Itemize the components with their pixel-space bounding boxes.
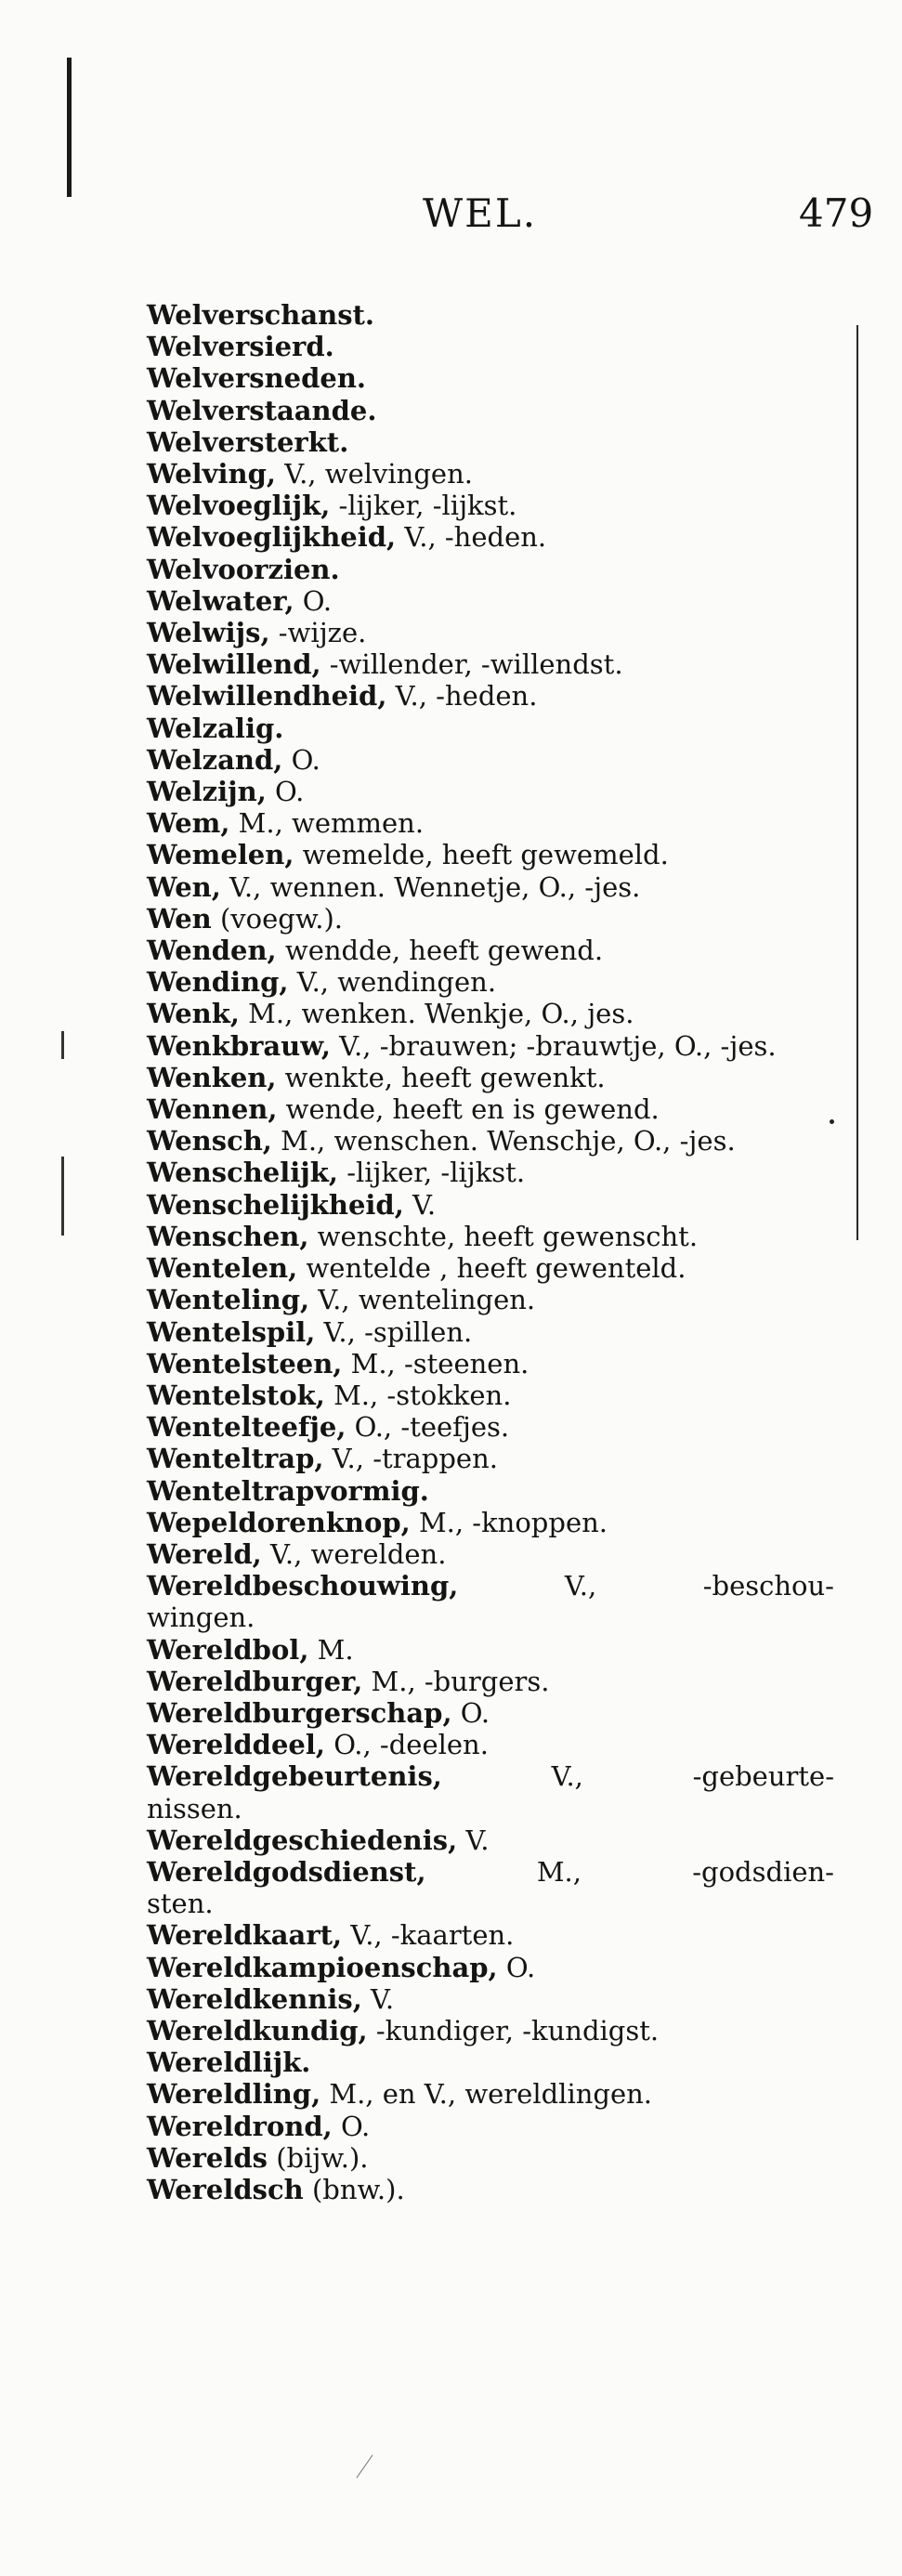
entry-definition: V., werelden.: [261, 1537, 447, 1570]
entry-definition: V., -heden.: [386, 680, 538, 713]
entry-definition: M., en V., wereldlingen.: [320, 2078, 653, 2111]
dictionary-entry: [147, 1221, 834, 1252]
entry-definition: (voegw.).: [211, 902, 343, 935]
dictionary-entry: [147, 1475, 834, 1507]
dictionary-entry: [147, 807, 834, 839]
entry-headword: Wensch,: [147, 1125, 272, 1157]
entry-headword: Wereldkennis,: [147, 1982, 362, 2015]
entry-definition: M., -burgers.: [362, 1665, 550, 1697]
dictionary-entry: [147, 1093, 834, 1125]
entry-headword: Wereldkampioenschap,: [147, 1951, 498, 1983]
dictionary-entry: [147, 1507, 834, 1538]
dictionary-entry: [147, 966, 834, 998]
entry-headword: Wereldbol,: [147, 1633, 309, 1666]
entry-headword: Wenken,: [147, 1061, 277, 1093]
dictionary-entry: [147, 1252, 834, 1284]
entry-inflection: -beschou-: [702, 1570, 834, 1602]
column-rule: [856, 325, 858, 1240]
entry-definition: V., wendingen.: [288, 966, 497, 999]
dictionary-entry: [147, 521, 834, 553]
entry-headword: Wereldrond,: [147, 2110, 333, 2142]
entry-headword: Welzalig.: [147, 712, 284, 744]
dictionary-entry: [147, 680, 834, 712]
dictionary-entry: [147, 458, 834, 490]
entry-definition: wende, heeft en is gewend.: [277, 1093, 660, 1126]
entry-headword: Werelds: [147, 2141, 268, 2174]
entry-definition: wenschte, heeft gewenscht.: [308, 1220, 699, 1252]
dictionary-entry: [147, 1856, 834, 1888]
entry-definition: M., wenken. Wenkje, O., jes.: [239, 998, 634, 1030]
entry-gender: V.,: [551, 1760, 583, 1793]
entry-definition: M.: [308, 1633, 354, 1666]
entry-inflection: -godsdien-: [692, 1855, 834, 1888]
dictionary-entry: [147, 1062, 834, 1093]
dictionary-entry: [147, 1348, 834, 1380]
entry-headword: Wereldling,: [147, 2078, 321, 2111]
entry-headword: Welwijs,: [147, 617, 270, 649]
entry-definition: O.: [282, 743, 320, 776]
entry-definition: V., wennen. Wennetje, O., -jes.: [220, 870, 641, 903]
entry-headword: Welwater,: [147, 584, 294, 617]
dictionary-entry: [147, 554, 834, 585]
entry-headword: Wending,: [147, 966, 289, 999]
entry-definition: O.: [294, 584, 333, 617]
entry-definition: -wijze.: [269, 617, 367, 649]
dictionary-entry: [147, 903, 834, 935]
entry-definition: (bnw.).: [303, 2173, 405, 2205]
dictionary-entry: [147, 1666, 834, 1697]
entry-definition: V.: [457, 1824, 490, 1856]
entry-continuation: wingen.: [147, 1602, 255, 1634]
entry-headword: Welzijn,: [147, 776, 267, 808]
entry-definition: V.: [361, 1982, 395, 2015]
dictionary-entry: [147, 744, 834, 776]
entry-definition: -willender, -willendst.: [320, 648, 623, 681]
dictionary-entry: [147, 1760, 834, 1792]
entry-headword: Wenschelijkheid,: [147, 1188, 404, 1221]
dictionary-entry: [147, 395, 834, 426]
margin-tick: [61, 1198, 64, 1236]
entry-headword: Wereldsch: [147, 2173, 304, 2205]
entry-headword: Wentelsteen,: [147, 1347, 343, 1380]
entry-headword: Wereldburger,: [147, 1665, 363, 1697]
entry-headword: Wentelstok,: [147, 1379, 325, 1411]
stray-dot: [830, 1119, 834, 1124]
entry-headword: Wereldkaart,: [147, 1919, 343, 1952]
dictionary-entry: [147, 1729, 834, 1760]
entry-headword: Wenschen,: [147, 1220, 309, 1252]
entry-gender: V.,: [564, 1570, 597, 1602]
dictionary-entry: [147, 1952, 834, 1983]
entry-headword: Wem,: [147, 807, 230, 840]
entry-definition: V., welvingen.: [276, 458, 473, 490]
entry-definition: O.: [266, 776, 305, 808]
entry-headword: Wenschelijk,: [147, 1157, 338, 1189]
entry-definition: V., -brauwen; -brauwtje, O., -jes.: [330, 1029, 777, 1062]
entry-headword: Wereldkundig,: [147, 2014, 368, 2046]
dictionary-entry: [147, 1919, 834, 1951]
dictionary-entry: [147, 1189, 834, 1221]
dictionary-entry: [147, 585, 834, 617]
dictionary-entry: [147, 2142, 834, 2174]
entry-headword: Welwillendheid,: [147, 680, 387, 713]
dictionary-entry: [147, 871, 834, 903]
dictionary-entry: [147, 1538, 834, 1570]
entry-definition: -lijker, -lijkst.: [330, 490, 517, 522]
entry-headword: Wereld,: [147, 1537, 262, 1570]
dictionary-entry: [147, 617, 834, 648]
dictionary-entry: [147, 1157, 834, 1188]
dictionary-entry: [147, 1030, 834, 1062]
entry-headword: Welversterkt.: [147, 425, 349, 458]
entry-definition: V.: [403, 1188, 437, 1221]
entry-headword: Wenden,: [147, 935, 277, 967]
dictionary-entry: [147, 839, 834, 870]
dictionary-entry: [147, 776, 834, 807]
entry-inflection: -gebeurte-: [692, 1760, 834, 1793]
entry-headword: Wereldburgerschap,: [147, 1696, 452, 1729]
entry-headword: Wentelen,: [147, 1252, 298, 1285]
entry-headword: Wenteltrap,: [147, 1443, 324, 1475]
entry-definition: (bijw.).: [268, 2141, 369, 2174]
entry-headword: Werelddeel,: [147, 1729, 325, 1761]
dictionary-entry: [147, 490, 834, 521]
dictionary-entry: [147, 1443, 834, 1474]
entry-headword: Welzand,: [147, 743, 283, 776]
dictionary-entry: [147, 1824, 834, 1856]
dictionary-entry: [147, 362, 834, 394]
dictionary-entry: [147, 1983, 834, 2015]
entry-headword: Welving,: [147, 458, 276, 490]
entry-headword: Wenk,: [147, 998, 240, 1030]
entry-definition: M., -stokken.: [324, 1379, 512, 1411]
entry-definition: wenkte, heeft gewenkt.: [276, 1061, 606, 1093]
entry-definition: M., wemmen.: [229, 807, 425, 840]
entry-headword: Wepeldorenknop,: [147, 1506, 411, 1538]
entry-definition: O.: [332, 2110, 371, 2142]
dictionary-entry: [147, 713, 834, 744]
entry-headword: Wentelteefje,: [147, 1411, 346, 1444]
dictionary-entry: [147, 426, 834, 458]
entry-definition: V., -trappen.: [323, 1443, 498, 1475]
entry-headword: Welverschanst.: [147, 299, 375, 331]
dictionary-entry: [147, 1125, 834, 1157]
entry-definition: V., -kaarten.: [342, 1919, 515, 1952]
entry-gender: M.,: [536, 1855, 582, 1888]
entry-definition: O.: [497, 1951, 536, 1983]
entry-headword: Welversierd.: [147, 331, 334, 363]
entry-headword: Wen: [147, 902, 212, 935]
entry-headword: Wen,: [147, 870, 221, 903]
dictionary-entry: [147, 1411, 834, 1443]
entry-definition: V., wentelingen.: [309, 1284, 536, 1316]
page-number: 479: [799, 190, 874, 236]
entry-headword: Wereldlijk.: [147, 2046, 311, 2079]
margin-tick: [61, 1157, 64, 1198]
entry-headword: Welverstaande.: [147, 394, 377, 426]
entry-headword: Wereldgeschiedenis,: [147, 1824, 458, 1856]
dictionary-entry: [147, 648, 834, 680]
page-margin-rule: [67, 58, 72, 197]
entry-headword: Welvoeglijkheid,: [147, 521, 397, 554]
entry-headword: Wenkbrauw,: [147, 1029, 331, 1062]
dictionary-entry: [147, 2078, 834, 2110]
entry-definition: wentelde , heeft gewenteld.: [297, 1252, 686, 1285]
entry-definition: O., -teefjes.: [346, 1411, 510, 1444]
dictionary-entry: [147, 2111, 834, 2142]
entry-headword: Welvoeglijk,: [147, 490, 331, 522]
dictionary-entry-list: [147, 299, 834, 2205]
entry-headword: Wenteling,: [147, 1284, 310, 1316]
entry-continuation: nissen.: [147, 1792, 242, 1824]
entry-headword: Welversneden.: [147, 362, 367, 395]
dictionary-entry: [147, 1634, 834, 1666]
dictionary-entry: [147, 2015, 834, 2046]
stray-mark: [356, 2454, 373, 2478]
entry-continuation: sten.: [147, 1888, 214, 1920]
entry-definition: wemelde, heeft gewemeld.: [294, 839, 669, 871]
running-header: WEL.: [423, 190, 538, 236]
dictionary-entry: [147, 2174, 834, 2205]
dictionary-entry: [147, 331, 834, 362]
dictionary-entry: [147, 1697, 834, 1729]
entry-headword: Welvoorzien.: [147, 553, 340, 585]
entry-definition: M., wenschen. Wenschje, O., -jes.: [271, 1125, 736, 1157]
entry-definition: V., -heden.: [396, 521, 547, 554]
entry-definition: O., -deelen.: [324, 1729, 489, 1761]
dictionary-entry: [147, 299, 834, 331]
dictionary-entry: [147, 998, 834, 1029]
entry-headword: Wemelen,: [147, 839, 294, 871]
entry-definition: -lijker, -lijkst.: [337, 1157, 526, 1189]
entry-headword: Welwillend,: [147, 648, 321, 681]
dictionary-entry: [147, 1316, 834, 1348]
entry-definition: -kundiger, -kundigst.: [367, 2014, 660, 2046]
entry-definition: wendde, heeft gewend.: [276, 935, 604, 967]
entry-definition: M., -knoppen.: [410, 1506, 608, 1538]
dictionary-entry: [147, 1284, 834, 1315]
entry-headword: Wereldgebeurtenis,: [147, 1760, 442, 1793]
entry-definition: V., -spillen.: [315, 1315, 473, 1348]
entry-headword: Wereldbeschouwing,: [147, 1570, 459, 1602]
dictionary-entry: [147, 1570, 834, 1602]
entry-headword: Wenteltrapvormig.: [147, 1474, 429, 1507]
entry-headword: Wereldgodsdienst,: [147, 1855, 426, 1888]
dictionary-entry: [147, 1380, 834, 1411]
entry-headword: Wentelspil,: [147, 1315, 316, 1348]
entry-definition: M., -steenen.: [342, 1347, 529, 1380]
margin-tick: [61, 1031, 64, 1059]
dictionary-entry: [147, 2046, 834, 2078]
entry-definition: O.: [451, 1696, 490, 1729]
entry-headword: Wennen,: [147, 1093, 278, 1126]
dictionary-entry: [147, 935, 834, 966]
